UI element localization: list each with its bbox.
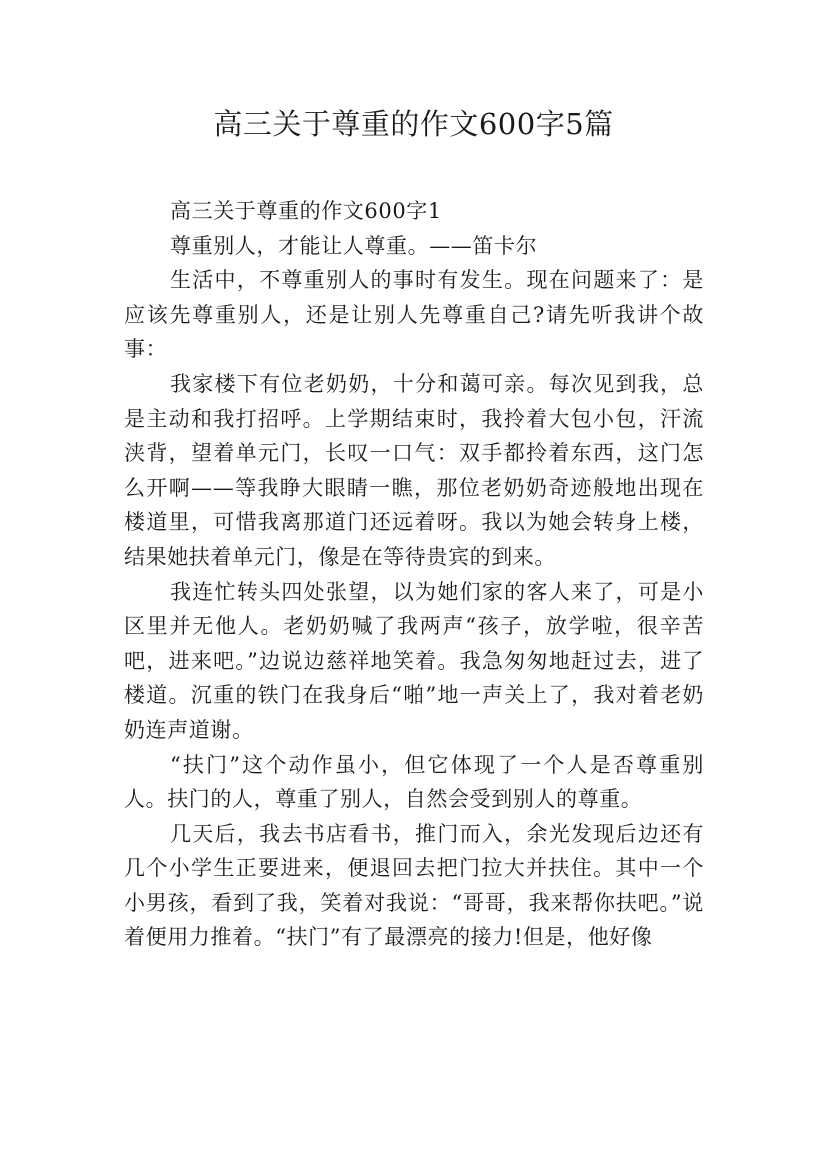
- body-paragraph: “扶门”这个动作虽小，但它体现了一个人是否尊重别人。扶门的人，尊重了别人，自然会受到别人的尊重。: [124, 752, 704, 812]
- body-paragraph: 几天后，我去书店看书，推门而入，余光发现后边还有几个小学生正要进来，便退回去把门拉大并扶住。其中一个小男孩，看到了我，笑着对我说：“哥哥，我来帮你扶吧。”说着便用力推着。“扶门”有了最漂亮的接力!但是，他好像: [124, 821, 704, 950]
- body-paragraph: 我连忙转头四处张望，以为她们家的客人来了，可是小区里并无他人。老奶奶喊了我两声“孩子，放学啦，很辛苦吧，进来吧。”边说边慈祥地笑着。我急匆匆地赶过去，进了楼道。沉重的铁门在我身后“啪”地一声关上了，我对着老奶奶连声道谢。: [124, 579, 704, 742]
- document-title: 高三关于尊重的作文600字5篇: [213, 107, 614, 141]
- section-heading: 高三关于尊重的作文600字1: [170, 199, 442, 223]
- quote-paragraph: 尊重别人，才能让人尊重。——笛卡尔: [170, 233, 538, 258]
- body-paragraph: 我家楼下有位老奶奶，十分和蔼可亲。每次见到我，总是主动和我打招呼。上学期结束时，我拎着大包小包，汗流浃背，望着单元门，长叹一口气：双手都拎着东西，这门怎么开啊——等我睁大眼睛一瞧，那位老奶奶奇迹般地出现在楼道里，可惜我离那道门还远着呀。我以为她会转身上楼，结果她扶着单元门，像是在等待贵宾的到来。: [124, 371, 704, 569]
- document-body: [124, 194, 704, 955]
- body-paragraph: 生活中，不尊重别人的事时有发生。现在问题来了：是应该先尊重别人，还是让别人先尊重自己?请先听我讲个故事：: [124, 268, 704, 362]
